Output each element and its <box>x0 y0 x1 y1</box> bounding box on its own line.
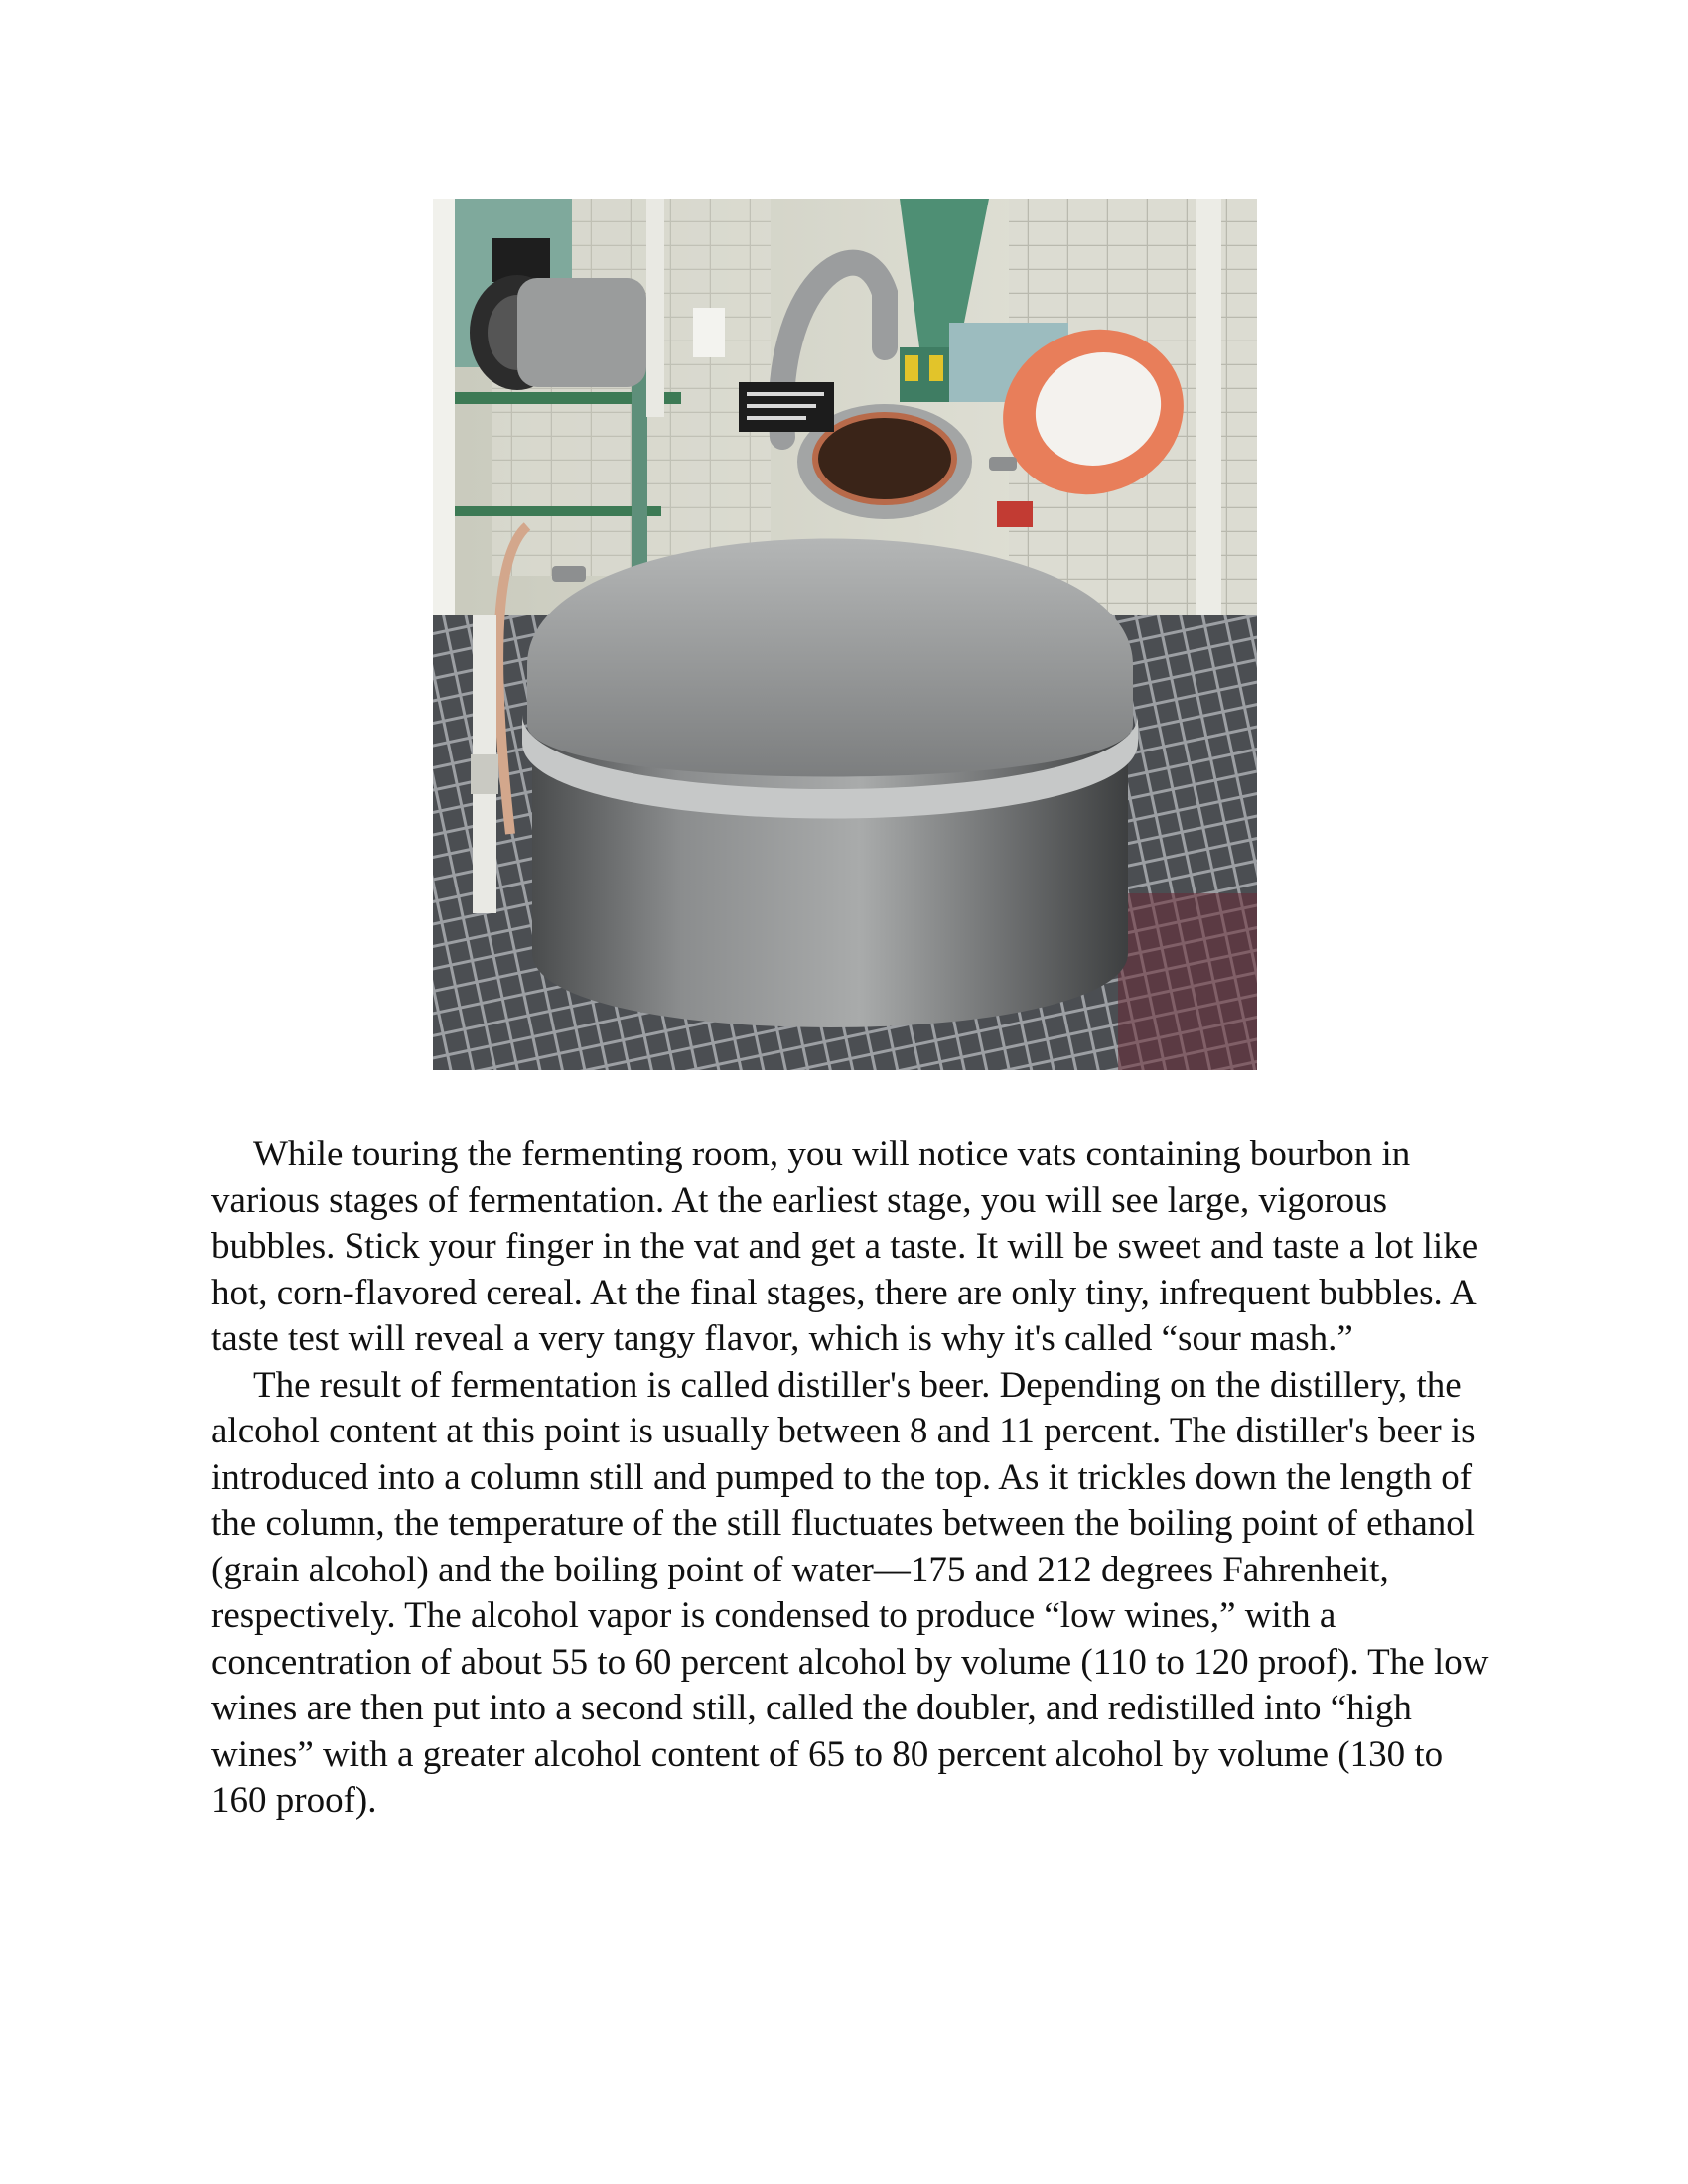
paragraph-fermenting-room: While touring the fermenting room, you will notice vats containing bourbon in various stages of fermentation. At the earliest stage, you will see large, vigorous bubbles. Stick your finger in the vat and get a taste. It will be sweet and taste a lot like hot, corn-flavored cereal. At the final stages, there are only tiny, infrequent bubbles. A taste test will reveal a very tangy flavor, which is why it's called “sour mash.” <box>211 1134 1478 1359</box>
label-line-2 <box>747 404 816 408</box>
fermenting-vat-photo <box>433 199 1257 1070</box>
label-line-3 <box>747 416 806 420</box>
yellow-tag-right <box>929 355 943 381</box>
background-drum <box>517 278 646 387</box>
lid-clamp-right <box>989 457 1017 471</box>
article-body <box>211 1132 1502 1825</box>
white-fitting <box>693 308 725 357</box>
pipe-valve <box>471 754 498 794</box>
fermenting-vat-illustration <box>433 199 1257 1070</box>
label-line-1 <box>747 392 824 396</box>
warning-sticker <box>997 501 1033 527</box>
lid-clamp-left <box>552 566 586 582</box>
green-rail-lower <box>433 506 661 516</box>
white-pipe-mid <box>646 199 664 417</box>
paragraph-distillers-beer: The result of fermentation is called distiller's beer. Depending on the distillery, the alcohol content at this point is usually between 8 and 11 percent. The distiller's beer is introduced into a column still and pumped to the top. As it trickles down the length of the column, the temperature of the still fluctuates between the boiling point of ethanol (grain alcohol) and the boiling point of water—175 and 212 degrees Fahrenheit, respectively. The alcohol vapor is condensed to produce “low wines,” with a concentration of about 55 to 60 percent alcohol by volume (110 to 120 proof). The low wines are then put into a second still, called the doubler, and redistilled into “high wines” with a greater alcohol content of 65 to 80 percent alcohol by volume (130 to 160 proof). <box>211 1364 1489 1821</box>
yellow-tag-left <box>905 355 918 381</box>
tank-dome <box>527 539 1133 777</box>
red-floor-glimpse <box>1118 893 1257 1070</box>
